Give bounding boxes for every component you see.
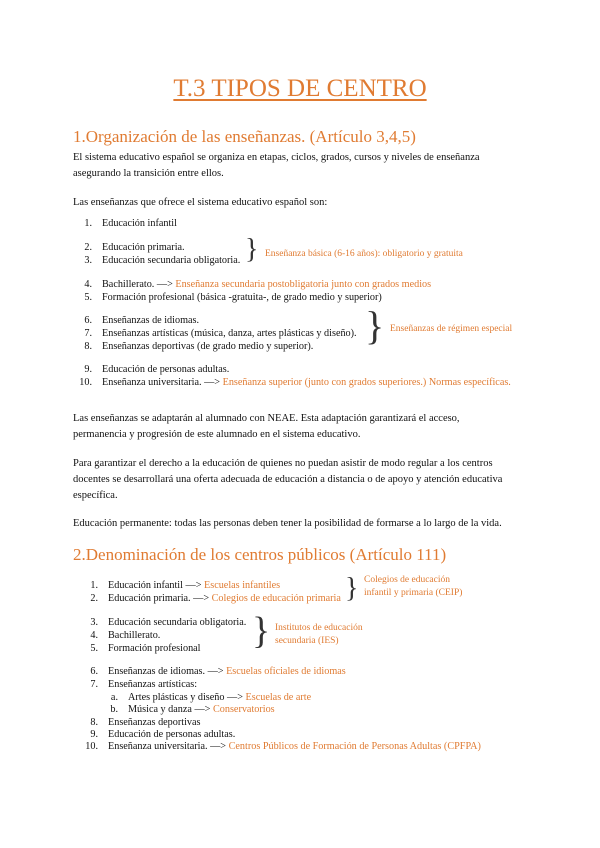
list-item: 10. Enseñanza universitaria. —> Enseñanza superior (junto con grados superiores.) Normas específicas. bbox=[79, 377, 511, 388]
list-item: b. Música y danza —> Conservatorios bbox=[110, 704, 275, 715]
brace-basic: } bbox=[245, 234, 259, 265]
brace-note-ceip-line2: infantil y primaria (CEIP) bbox=[364, 588, 463, 598]
section1-intro-line1: El sistema educativo español se organiza en etapas, ciclos, grados, cursos y niveles de enseñanza bbox=[73, 152, 480, 163]
brace-note-basic: Enseñanza básica (6-16 años): obligatorio y gratuita bbox=[265, 249, 463, 259]
para-dist-line2: docentes se desarrollará una oferta adecuada de educación a distancia o de apoyo y atención educativa bbox=[73, 474, 503, 485]
list-item: 3. Educación secundaria obligatoria. bbox=[90, 617, 247, 628]
list-item: 8. Enseñanzas deportivas (de grado medio y superior). bbox=[84, 341, 314, 352]
list-item: 6. Enseñanzas de idiomas. —> Escuelas oficiales de idiomas bbox=[90, 666, 346, 677]
para-neae-line2: permanencia y progresión de este alumnado en el sistema educativo. bbox=[73, 429, 361, 440]
list-item: 2. Educación primaria. bbox=[84, 242, 185, 253]
brace-note-ceip-line1: Colegios de educación bbox=[364, 575, 451, 585]
list-item: 9. Educación de personas adultas. bbox=[90, 729, 236, 740]
para-neae-line1: Las enseñanzas se adaptarán al alumnado con NEAE. Esta adaptación garantizará el acceso, bbox=[73, 413, 460, 424]
list-item: 4. Bachillerato. —> Enseñanza secundaria postobligatoria junto con grados medios bbox=[84, 279, 432, 290]
list-item: 2. Educación primaria. —> Colegios de educación primaria bbox=[90, 593, 341, 604]
list-item: 6. Enseñanzas de idiomas. bbox=[84, 315, 200, 326]
list-item: 10. Enseñanza universitaria. —> Centros Públicos de Formación de Personas Adultas (CPFPA) bbox=[85, 741, 481, 752]
list-item: 5. Formación profesional bbox=[90, 643, 201, 654]
brace-ies: } bbox=[252, 610, 271, 652]
list-item: 7. Enseñanzas artísticas: bbox=[90, 679, 198, 690]
para-permanent: Educación permanente: todas las personas deben tener la posibilidad de formarse a lo largo de la vida. bbox=[73, 518, 502, 529]
list-item: 4. Bachillerato. bbox=[90, 630, 161, 641]
brace-ceip: } bbox=[345, 573, 359, 604]
section1-list-intro: Las enseñanzas que ofrece el sistema educativo español son: bbox=[73, 197, 328, 208]
section1-intro-line2: asegurando la transición entre ellos. bbox=[73, 168, 224, 179]
brace-note-ies-line2: secundaria (IES) bbox=[275, 636, 339, 646]
list-item: 1. Educación infantil —> Escuelas infantiles bbox=[90, 580, 281, 591]
brace-special: } bbox=[365, 303, 385, 348]
list-item: 9. Educación de personas adultas. bbox=[84, 364, 230, 375]
list-item: 5. Formación profesional (básica -gratuita-, de grado medio y superior) bbox=[84, 292, 382, 303]
section2-heading: 2.Denominación de los centros públicos (Artículo 111) bbox=[73, 545, 447, 564]
list-item: 7. Enseñanzas artísticas (música, danza, artes plásticas y diseño). bbox=[84, 328, 357, 339]
brace-note-special: Enseñanzas de régimen especial bbox=[390, 324, 513, 334]
list-item: 1. Educación infantil bbox=[84, 218, 177, 229]
list-item: a. Artes plásticas y diseño —> Escuelas de arte bbox=[110, 692, 312, 703]
page-title: T.3 TIPOS DE CENTRO bbox=[173, 75, 427, 102]
brace-note-ies-line1: Institutos de educación bbox=[275, 623, 363, 633]
para-dist-line1: Para garantizar el derecho a la educación de quienes no puedan asistir de modo regular a los centros bbox=[73, 458, 493, 469]
list-item: 8. Enseñanzas deportivas bbox=[90, 717, 201, 728]
list-item: 3. Educación secundaria obligatoria. bbox=[84, 255, 241, 266]
section1-heading: 1.Organización de las enseñanzas. (Artículo 3,4,5) bbox=[73, 127, 416, 146]
para-dist-line3: específica. bbox=[73, 490, 118, 501]
